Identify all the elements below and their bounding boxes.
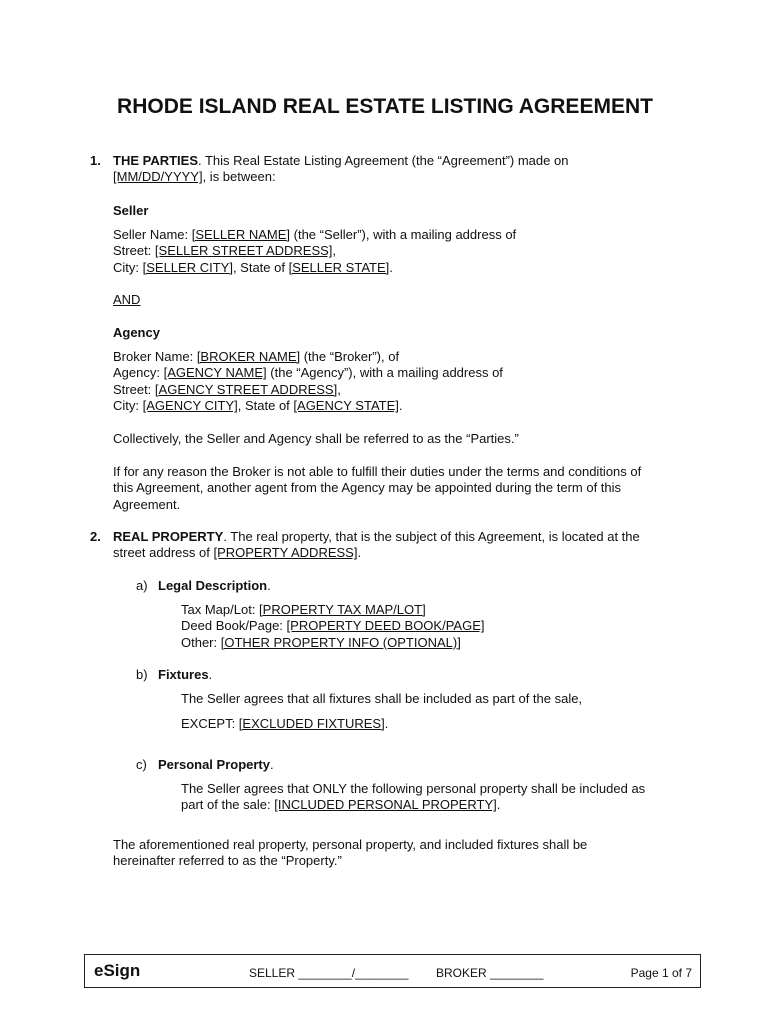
personal-property-text: The Seller agrees that ONLY the following personal property shall be included as part of the sale: [INCLUDED PERSONAL PROPERTY]. <box>181 781 646 813</box>
excluded-fixtures-field[interactable]: [EXCLUDED FIXTURES] <box>238 716 385 731</box>
broker-initials-field[interactable]: BROKER ________ <box>436 966 544 980</box>
section-1-number: 1. <box>90 153 101 168</box>
section-2-heading: REAL PROPERTY <box>113 529 224 544</box>
esign-logo: eSign <box>94 961 141 980</box>
tax-map-lot-field[interactable]: [PROPERTY TAX MAP/LOT] <box>259 602 426 617</box>
section-1-heading: THE PARTIES <box>113 153 198 168</box>
other-property-info-field[interactable]: [OTHER PROPERTY INFO (OPTIONAL)] <box>220 634 461 650</box>
fixtures-text: The Seller agrees that all fixtures shall be included as part of the sale, <box>181 691 583 706</box>
subsection-a-letter: a) <box>136 578 148 593</box>
and-divider-text: AND <box>113 292 141 307</box>
agency-details: Broker Name: [BROKER NAME] (the “Broker”), of Agency: [AGENCY NAME] (the “Agency”), with a mailing address of Street: [AGENCY STREET ADDRESS], City: [AGENCY CITY], State of [AGENCY STATE]. <box>113 349 503 414</box>
fixtures-except: EXCEPT: [EXCLUDED FIXTURES]. <box>181 716 389 731</box>
legal-description-heading: Legal Description. <box>158 578 271 593</box>
seller-state-field[interactable]: [SELLER STATE] <box>288 259 390 275</box>
section-1-parties: THE PARTIES. This Real Estate Listing Agreement (the “Agreement”) made on [MM/DD/YYYY], is between: <box>113 153 569 185</box>
personal-property-heading: Personal Property. <box>158 757 274 772</box>
legal-description-details: Tax Map/Lot: [PROPERTY TAX MAP/LOT] Deed Book/Page: [PROPERTY DEED BOOK/PAGE] Other: [OTHER PROPERTY INFO (OPTIONAL)] <box>181 602 485 650</box>
document-title: RHODE ISLAND REAL ESTATE LISTING AGREEMENT <box>117 95 653 118</box>
subsection-c-letter: c) <box>136 757 147 772</box>
broker-substitution-paragraph: If for any reason the Broker is not able to fulfill their duties under the terms and conditions of this Agreement, another agent from the Agency may be appointed during the term of this Agreement. <box>113 464 642 512</box>
seller-street-field[interactable]: [SELLER STREET ADDRESS] <box>154 243 333 259</box>
agency-state-field[interactable]: [AGENCY STATE] <box>293 398 399 414</box>
fixtures-heading: Fixtures. <box>158 667 213 682</box>
agency-heading: Agency <box>113 325 160 340</box>
page-number: Page 1 of 7 <box>630 966 692 980</box>
property-address-field[interactable]: [PROPERTY ADDRESS] <box>213 545 358 561</box>
agency-city-field[interactable]: [AGENCY CITY] <box>142 398 238 414</box>
broker-name-field[interactable]: [BROKER NAME] <box>196 349 301 364</box>
agreement-date-field[interactable]: [MM/DD/YYYY] <box>113 169 203 185</box>
deed-book-page-field[interactable]: [PROPERTY DEED BOOK/PAGE] <box>286 618 485 634</box>
collectively-paragraph: Collectively, the Seller and Agency shall be referred to as the “Parties.” <box>113 431 519 446</box>
subsection-b-letter: b) <box>136 667 148 682</box>
seller-details: Seller Name: [SELLER NAME] (the “Seller”), with a mailing address of Street: [SELLER STREET ADDRESS], City: [SELLER CITY], State of [SELLER STATE]. <box>113 227 517 275</box>
section-2-number: 2. <box>90 529 101 544</box>
agency-name-field[interactable]: [AGENCY NAME] <box>163 365 267 381</box>
seller-name-field[interactable]: [SELLER NAME] <box>191 227 291 242</box>
seller-initials-field[interactable]: SELLER ________/________ <box>249 966 409 980</box>
seller-heading: Seller <box>113 203 149 218</box>
agency-street-field[interactable]: [AGENCY STREET ADDRESS] <box>154 381 338 397</box>
section-2-real-property: REAL PROPERTY. The real property, that is the subject of this Agreement, is located at the street address of [PROPERTY ADDRESS]. <box>113 529 640 561</box>
page-footer <box>84 954 701 988</box>
aforementioned-paragraph: The aforementioned real property, personal property, and included fixtures shall be hereinafter referred to as the “Property.” <box>113 837 588 869</box>
included-personal-property-field[interactable]: [INCLUDED PERSONAL PROPERTY] <box>274 797 497 813</box>
seller-city-field[interactable]: [SELLER CITY] <box>142 259 233 275</box>
